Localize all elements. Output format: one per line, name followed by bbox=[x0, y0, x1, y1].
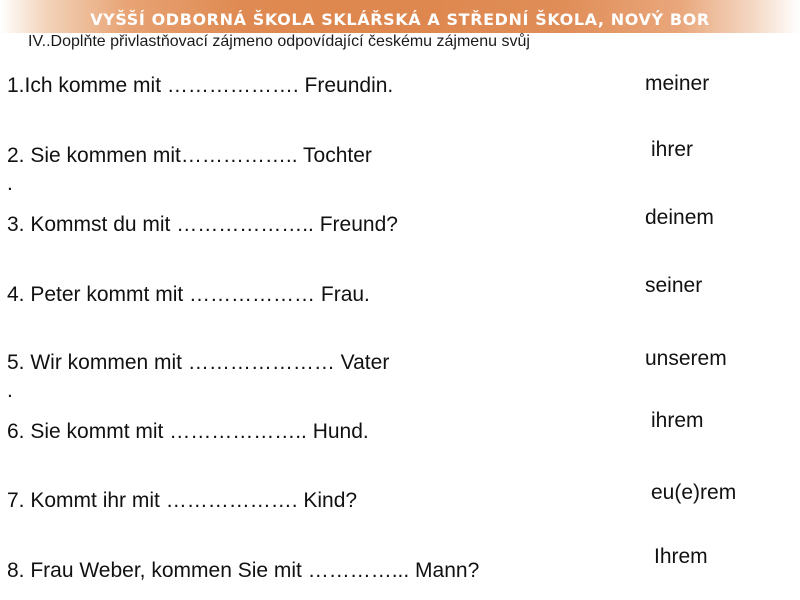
sentence-7: 7. Kommt ihr mit ………………. Kind? bbox=[7, 489, 358, 512]
sentence-5: 5. Wir kommen mit ………………… Vater bbox=[7, 351, 390, 374]
stray-dot: . bbox=[7, 172, 13, 195]
sentence-8: 8. Frau Weber, kommen Sie mit …………... Mann? bbox=[7, 559, 480, 582]
sentence-1: 1.Ich komme mit ………………. Freundin. bbox=[7, 74, 394, 97]
stray-dot: . bbox=[7, 379, 13, 402]
answer-3: deinem bbox=[645, 206, 714, 229]
answer-8: Ihrem bbox=[654, 545, 708, 568]
exercise-instruction: IV..Doplňte přivlastňovací zájmeno odpovídající českému zájmenu svůj bbox=[28, 33, 530, 50]
answer-5: unserem bbox=[645, 347, 727, 370]
banner-title: VYŠŠÍ ODBORNÁ ŠKOLA SKLÁŘSKÁ A STŘEDNÍ ŠKOLA, NOVÝ BOR bbox=[90, 10, 710, 29]
school-banner bbox=[0, 0, 800, 33]
sentence-2: 2. Sie kommen mit…………….. Tochter bbox=[7, 144, 372, 167]
answer-2: ihrer bbox=[651, 138, 694, 161]
sentence-4: 4. Peter kommt mit ……………… Frau. bbox=[7, 283, 370, 306]
answer-4: seiner bbox=[645, 274, 703, 297]
sentence-3: 3. Kommst du mit ……………….. Freund? bbox=[7, 213, 398, 236]
sentence-6: 6. Sie kommt mit ……………….. Hund. bbox=[7, 420, 369, 443]
answer-6: ihrem bbox=[651, 409, 704, 432]
answer-1: meiner bbox=[645, 72, 710, 95]
answer-7: eu(e)rem bbox=[651, 481, 737, 504]
